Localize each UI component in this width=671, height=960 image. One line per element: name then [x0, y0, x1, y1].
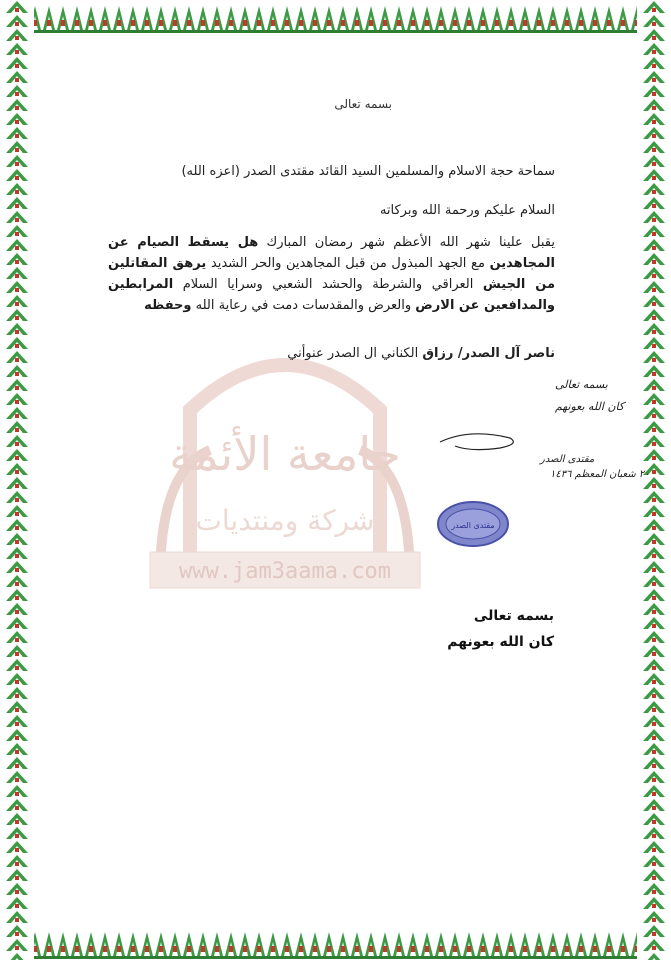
- handwritten-line-3: مقتدى الصدر: [540, 454, 595, 465]
- ornament-border-bottom: [0, 926, 671, 960]
- transcription-basmala: بسمه تعالى: [473, 608, 554, 624]
- salutation-line: سماحة حجة الاسلام والمسلمين السيد القائد مقتدى الصدر (اعزه الله): [181, 164, 555, 179]
- letter-body: [108, 232, 555, 316]
- body-text-2: مع الجهد المبذول من قبل المجاهدين والحر الشديد: [206, 256, 490, 271]
- seal-text: مقتدى الصدر: [451, 521, 495, 530]
- transcription-reply: كان الله بعونهم: [447, 634, 554, 650]
- body-bold-1: هل يسقط الصيام عن المجاهدين: [108, 235, 555, 271]
- signer-name: رزاق: [422, 346, 454, 361]
- handwritten-line-2: كان الله بعونهم: [555, 400, 625, 413]
- greeting-line: السلام عليكم ورحمة الله وبركاته: [379, 203, 555, 218]
- watermark-url: www.jam3aama.com: [179, 559, 391, 584]
- official-seal: [436, 500, 510, 548]
- body-text-1: يقبل علينا شهر الله الأعظم شهر رمضان المبارك: [258, 235, 555, 250]
- signer-prefix: ناصر آل الصدر/: [453, 346, 555, 361]
- handwritten-line-4: ٢٠ شعبان المعظم ١٤٣٦: [550, 469, 650, 480]
- body-bold-4: وحفظه: [144, 298, 192, 313]
- watermark-arabic-title: جامعة الأئمة: [169, 427, 401, 481]
- handwritten-reply: [360, 370, 650, 480]
- handwritten-line-1: بسمه تعالى: [555, 378, 608, 391]
- watermark-arabic-subtitle: شركة ومنتديات: [195, 504, 375, 537]
- basmala-heading: بسمه تعالى: [334, 97, 392, 111]
- body-text-4: والعرض والمقدسات دمت في رعاية الله: [191, 298, 416, 313]
- signer-line: [0, 346, 555, 361]
- ornament-border-right: [637, 0, 671, 960]
- ornament-border-left: [0, 0, 34, 960]
- ornament-border-top: [0, 0, 671, 34]
- body-text-3: العراقي والشرطة والحشد الشعبي وسرايا السلام: [173, 277, 483, 292]
- body-bold-2: يرهق المقاتلين من الجيش: [108, 256, 555, 292]
- signature-scribble: [440, 434, 513, 450]
- signer-suffix: الكناني ال الصدر عنوأني: [287, 346, 423, 361]
- body-bold-3: المرابطين والمدافعين عن الارض: [108, 277, 555, 313]
